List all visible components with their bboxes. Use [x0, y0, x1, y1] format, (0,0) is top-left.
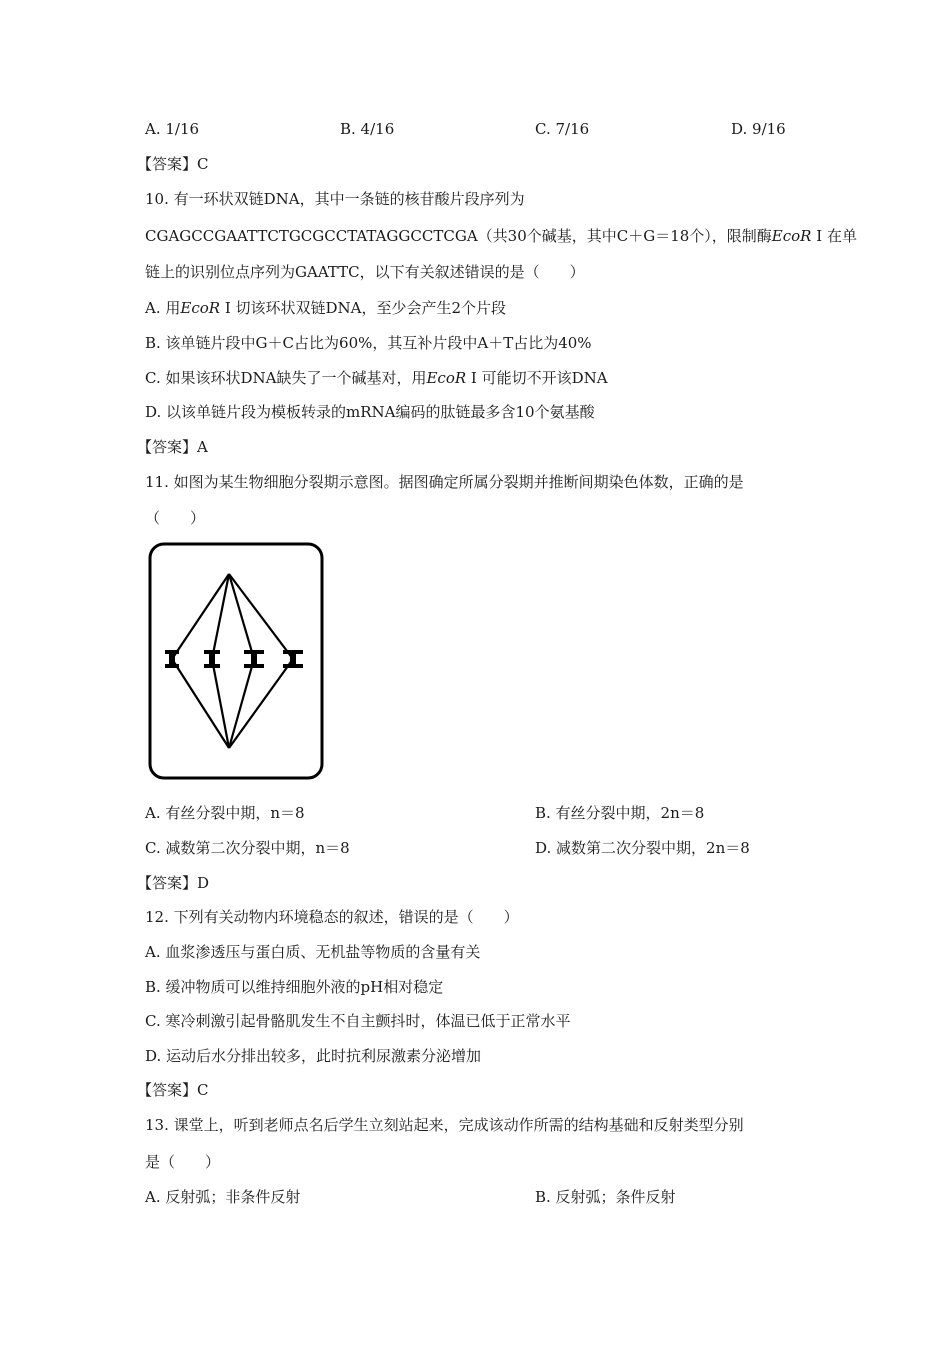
- chromosome: [244, 650, 264, 668]
- q11-answer: 【答案】D: [137, 874, 210, 892]
- q11-option-a: A. 有丝分裂中期，n＝8: [145, 804, 305, 822]
- q10-option-a-text: Ⅰ 切该环状双链DNA，至少会产生2个片段: [220, 299, 507, 317]
- q10-stem-line2: [145, 226, 857, 246]
- q10-option-c-enzyme: EcoR: [426, 369, 467, 387]
- q13-stem-line1: 13. 课堂上，听到老师点名后学生立刻站起来，完成该动作所需的结构基础和反射类型分别: [145, 1116, 744, 1134]
- q13-stem-line2: 是（ ）: [145, 1153, 221, 1171]
- chromosome: [165, 650, 179, 668]
- spindle-fibers: [172, 574, 293, 748]
- q9-answer: 【答案】C: [137, 155, 209, 173]
- q13-option-b: B. 反射弧；条件反射: [535, 1188, 676, 1206]
- diagram-frame: [150, 544, 322, 778]
- q10-option-a: [145, 298, 506, 318]
- q11-option-c: C. 减数第二次分裂中期，n＝8: [145, 839, 350, 857]
- q10-stem-line3: 链上的识别位点序列为GAATTC，以下有关叙述错误的是（ ）: [145, 263, 585, 281]
- q10-option-b: B. 该单链片段中G＋C占比为60%，其互补片段中A＋T占比为40%: [145, 334, 592, 352]
- q10-enzyme-name: EcoR: [771, 227, 812, 245]
- q12-option-d: D. 运动后水分排出较多，此时抗利尿激素分泌增加: [145, 1047, 482, 1065]
- q10-option-c-label: C. 如果该环状DNA缺失了一个碱基对，用: [145, 369, 427, 387]
- q11-option-b: B. 有丝分裂中期，2n＝8: [535, 804, 705, 822]
- q12-option-a: A. 血浆渗透压与蛋白质、无机盐等物质的含量有关: [145, 943, 481, 961]
- q11-stem-line1: 11. 如图为某生物细胞分裂期示意图。据图确定所属分裂期并推断间期染色体数，正确的是: [145, 473, 744, 491]
- chromosome: [204, 650, 220, 668]
- q10-option-c-text: Ⅰ 可能切不开该DNA: [466, 369, 608, 387]
- q10-stem-line2-end: Ⅰ 在单: [811, 227, 857, 245]
- q9-option-d: D. 9/16: [731, 120, 786, 138]
- q10-stem-line1: 10. 有一环状双链DNA，其中一条链的核苷酸片段序列为: [145, 190, 525, 208]
- q11-option-d: D. 减数第二次分裂中期，2n＝8: [535, 839, 750, 857]
- q9-option-b: B. 4/16: [340, 120, 395, 138]
- q9-option-a: A. 1/16: [145, 120, 200, 138]
- q12-answer: 【答案】C: [137, 1081, 209, 1099]
- q11-stem-line2: （ ）: [145, 509, 206, 527]
- q10-option-c: [145, 368, 608, 388]
- chromosomes: [165, 650, 303, 668]
- q12-option-c: C. 寒冷刺激引起骨骼肌发生不自主颤抖时，体温已低于正常水平: [145, 1012, 571, 1030]
- q10-option-d: D. 以该单链片段为模板转录的mRNA编码的肽链最多含10个氨基酸: [145, 403, 595, 421]
- q10-option-a-label: A. 用: [145, 299, 181, 317]
- cell-division-diagram: [148, 542, 326, 782]
- q12-stem: 12. 下列有关动物内环境稳态的叙述，错误的是（ ）: [145, 908, 519, 926]
- q10-sequence-text: CGAGCCGAATTCTGCGCCTATAGGCCTCGA（共30个碱基，其中C＋G＝18个），限制酶: [145, 227, 772, 245]
- q13-option-a: A. 反射弧；非条件反射: [145, 1188, 301, 1206]
- q10-option-a-enzyme: EcoR: [180, 299, 221, 317]
- chromosome: [283, 650, 303, 668]
- q9-option-c: C. 7/16: [535, 120, 590, 138]
- q12-option-b: B. 缓冲物质可以维持细胞外液的pH相对稳定: [145, 978, 444, 996]
- q10-answer: 【答案】A: [137, 438, 208, 456]
